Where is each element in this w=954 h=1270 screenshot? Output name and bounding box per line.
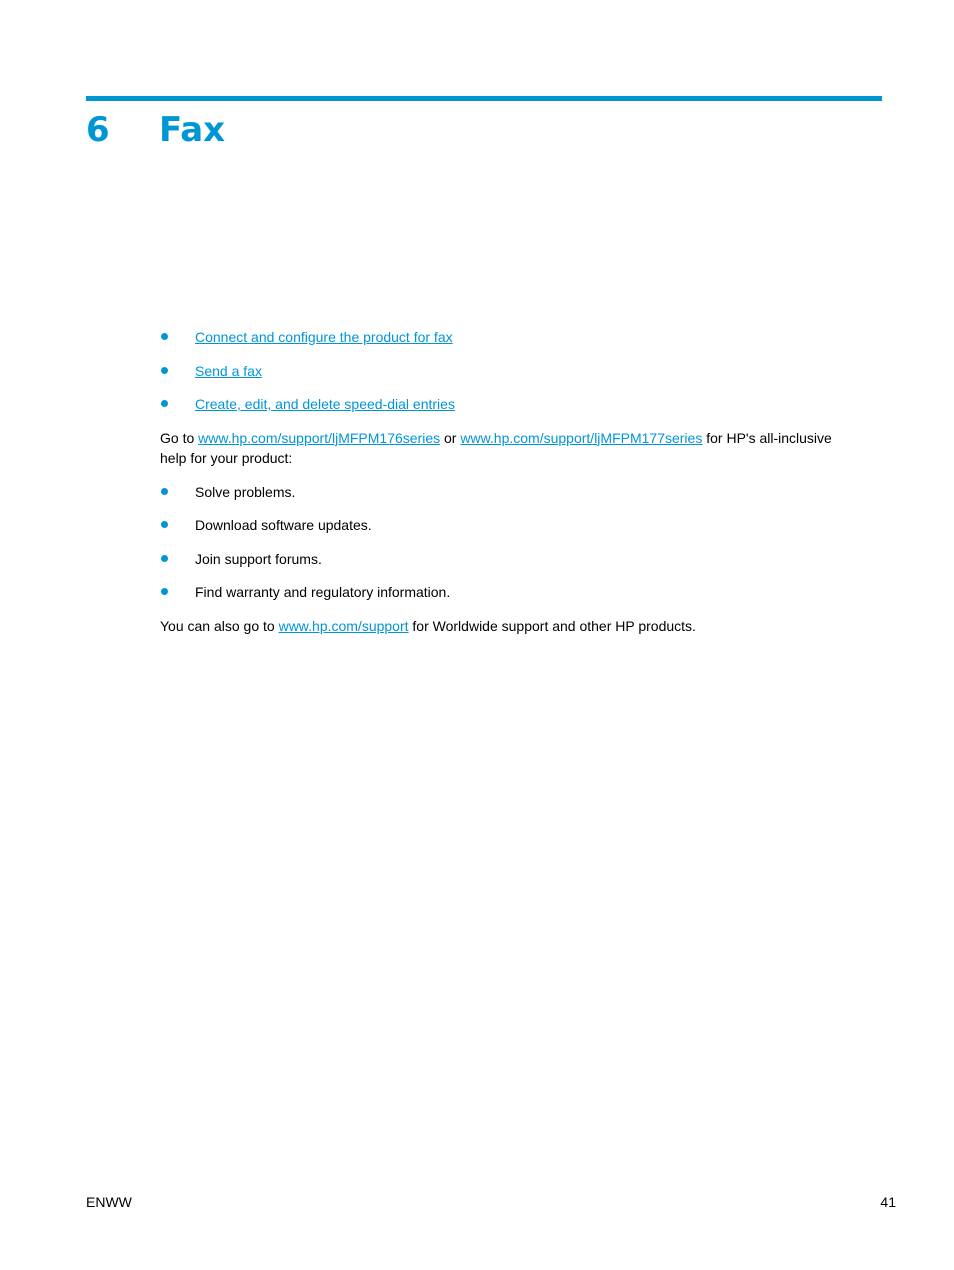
help-item-text: Find warranty and regulatory information. [195, 584, 451, 600]
chapter-title: Fax [159, 110, 226, 150]
chapter-header-rule [86, 96, 882, 101]
link-connect-configure-fax[interactable]: Connect and configure the product for fax [195, 329, 453, 345]
bullet-icon [161, 367, 168, 374]
chapter-content [160, 327, 840, 636]
link-send-a-fax[interactable]: Send a fax [195, 362, 262, 379]
support-text-prefix: Go to [160, 429, 199, 446]
help-item-list [160, 482, 840, 603]
list-item [160, 361, 840, 381]
bullet-icon [161, 488, 168, 495]
topic-link-list [160, 327, 840, 414]
bullet-icon [161, 400, 168, 407]
worldwide-paragraph [160, 616, 840, 636]
bullet-icon [161, 588, 168, 595]
help-item-text: Solve problems. [195, 483, 296, 500]
worldwide-text-prefix: You can also go to [160, 617, 279, 634]
bullet-icon [161, 555, 168, 562]
support-text-middle: or [440, 429, 461, 446]
bullet-icon [161, 333, 168, 340]
help-item-text: Download software updates. [195, 517, 372, 533]
link-support-m176[interactable]: www.hp.com/support/ljMFPM176series [198, 429, 441, 446]
worldwide-text-suffix: for Worldwide support and other HP products. [408, 617, 696, 634]
link-support-m177[interactable]: www.hp.com/support/ljMFPM177series [460, 429, 703, 446]
list-item [160, 482, 840, 502]
support-text-suffix: for HP's all-inclusive help for your product: [160, 429, 832, 466]
link-hp-support[interactable]: www.hp.com/support [278, 617, 409, 634]
help-item-text: Join support forums. [195, 550, 322, 567]
link-speed-dial-entries[interactable]: Create, edit, and delete speed-dial entries [195, 396, 455, 412]
list-item [160, 549, 840, 569]
footer-label: ENWW [86, 1194, 132, 1210]
support-paragraph [160, 428, 840, 468]
list-item [160, 582, 840, 602]
bullet-icon [161, 521, 168, 528]
list-item [160, 327, 840, 347]
chapter-number: 6 [86, 110, 110, 150]
list-item [160, 515, 840, 535]
list-item [160, 394, 840, 414]
page-number: 41 [880, 1194, 896, 1210]
